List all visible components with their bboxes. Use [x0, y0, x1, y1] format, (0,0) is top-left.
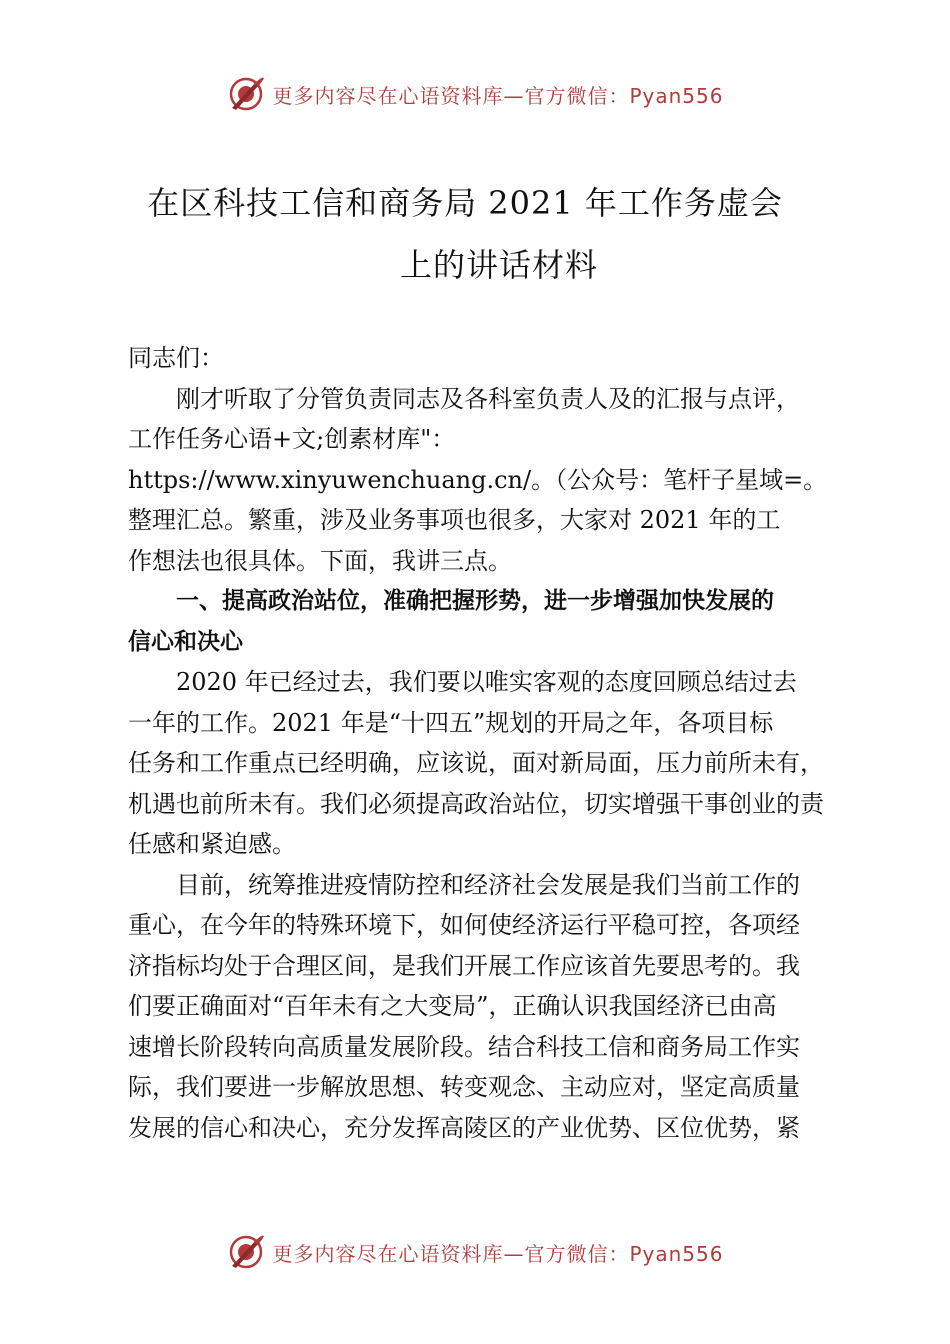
- text-line: 目前，统筹推进疫情防控和经济社会发展是我们当前工作的: [176, 870, 800, 899]
- paragraph-3: [128, 865, 828, 1149]
- text-line: 2020 年已经过去，我们要以唯实客观的态度回顾总结过去: [176, 668, 797, 696]
- section-heading-1: [128, 581, 828, 662]
- quill-seal-icon: [226, 74, 266, 114]
- document-body: [128, 338, 828, 1148]
- paragraph-2: [128, 662, 828, 865]
- quill-seal-icon: [226, 1232, 266, 1272]
- text-line: 速增长阶段转向高质量发展阶段。结合科技工信和商务局工作实: [128, 1032, 800, 1061]
- text-line: 际，我们要进一步解放思想、转变观念、主动应对，坚定高质量: [128, 1073, 800, 1101]
- text-line: 重心，在今年的特殊环境下，如何使经济运行平稳可控，各项经: [128, 911, 800, 939]
- url-line: https://www.xinyuwenchuang.cn/。（公众号：笔杆子星域=。: [128, 465, 828, 494]
- text-line: 任感和紧迫感。: [128, 830, 296, 858]
- text-line: 机遇也前所未有。我们必须提高政治站位，切实增强干事创业的责: [128, 789, 824, 818]
- text-line: 刚才听取了分管负责同志及各科室负责人及的汇报与点评，: [176, 384, 800, 413]
- document-title-line-1: 在区科技工信和商务局 2021 年工作务虚会: [147, 184, 783, 222]
- text-line: 任务和工作重点已经明确，应该说，面对新局面，压力前所未有，: [128, 749, 824, 777]
- header-banner: [0, 72, 950, 116]
- banner-text: 更多内容尽在心语资料库—官方微信：Pyan556: [272, 1241, 724, 1266]
- text-line: 工作任务心语+文;创素材库"：: [128, 425, 456, 453]
- text-line: 济指标均处于合理区间，是我们开展工作应该首先要思考的。我: [128, 951, 800, 980]
- salutation: 同志们：: [128, 344, 224, 372]
- text-line: 整理汇总。繁重，涉及业务事项也很多，大家对 2021 年的工: [128, 506, 781, 534]
- document-title-line-2: 上的讲话材料: [399, 246, 598, 284]
- footer-banner: [0, 1230, 950, 1274]
- text-line: 们要正确面对“百年未有之大变局”，正确认识我国经济已由高: [128, 992, 777, 1020]
- text-line: 发展的信心和决心，充分发挥高陵区的产业优势、区位优势，紧: [128, 1113, 800, 1142]
- text-line: 作想法也很具体。下面，我讲三点。: [128, 546, 512, 575]
- text-line: 一年的工作。2021 年是“十四五”规划的开局之年，各项目标: [128, 708, 774, 737]
- heading-line: 信心和决心: [128, 628, 243, 655]
- heading-line: 一、提高政治站位，准确把握形势，进一步增强加快发展的: [176, 588, 774, 614]
- banner-text: 更多内容尽在心语资料库—官方微信：Pyan556: [272, 83, 724, 108]
- paragraph-1: [128, 379, 828, 582]
